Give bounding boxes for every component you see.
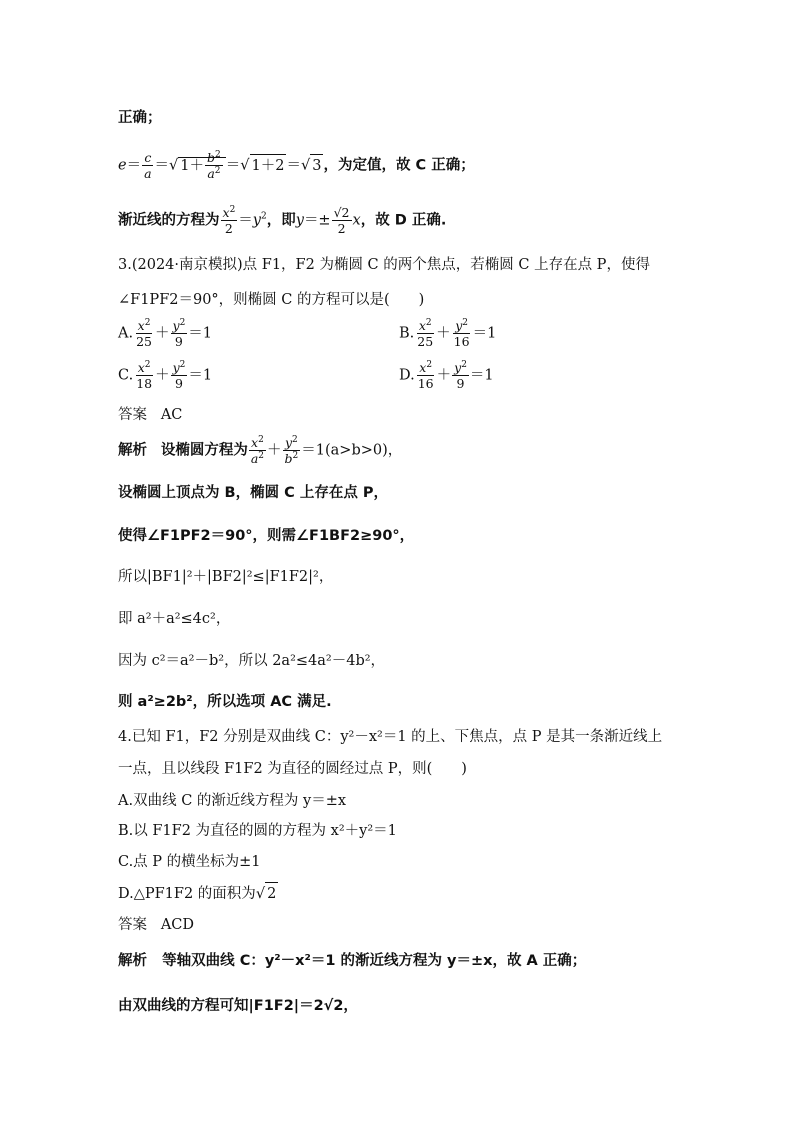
text-span: D.△PF1F2 的面积为 [118, 886, 256, 902]
answer-line [118, 404, 182, 426]
option-d: D. $\frac{x^2}{16}$ ＋ $\frac{y^2}{9}$ ＝1 [399, 359, 494, 391]
text-span: 设椭圆方程为 [160, 442, 248, 459]
analysis-label: 解析 [118, 953, 147, 969]
option-a: A.双曲线 C 的渐近线方程为 y＝±x [118, 793, 347, 809]
text-line: 正确； [118, 110, 162, 126]
asymptote-line: 渐近线的方程为 $\frac{x^2}{2}$ $=y^2$，即y＝± $\frac{√2}{2}$ x，故 D 正确. [118, 204, 447, 236]
analysis-line: 解析 设椭圆方程为 $\frac{x^2}{a^2}$ ＋ $\frac{y^2}{b^2}$ ＝1(a>b>0)， [118, 434, 403, 466]
text-line: 因为 c²＝a²－b²，所以 2a²≤4a²－4b²， [118, 653, 386, 669]
analysis-line [118, 950, 586, 972]
answer-line [118, 914, 194, 936]
option-d: D.△PF1F2 的面积为√ 2 [118, 882, 278, 905]
sqrt-expression: √ 1＋ $\frac{b^2}{a^2}$ [169, 150, 226, 181]
eccentricity-formula: e＝ $\frac{c}{a}$ ＝√ 1＋ $\frac{b^2}{a^2}$ ＝√ 1＋2 ＝√ 3 ，为定值，故 C 正确； [118, 149, 475, 181]
option-a: A. $\frac{x^2}{25}$ ＋ $\frac{y^2}{9}$ ＝1 [118, 317, 213, 349]
text-line: 即 a²＋a²≤4c²， [118, 611, 231, 627]
text-line: 则 a²≥2b²，所以选项 AC 满足. [118, 694, 332, 710]
answer-label: 答案 [118, 917, 147, 933]
question-3-line-2: ∠F1PF2＝90°，则椭圆 C 的方程可以是( ) [118, 292, 425, 308]
text-span: ，故 D 正确. [360, 212, 447, 229]
text-span: ＝1(a>b>0)， [301, 442, 403, 459]
question-3-line-1: 3.(2024·南京模拟)点 F1，F2 为椭圆 C 的两个焦点，若椭圆 C 上存在点 P，使得 [118, 257, 650, 273]
option-c: C.点 P 的横坐标为±1 [118, 854, 261, 870]
text-span: 等轴双曲线 C：y²－x²＝1 的渐近线方程为 y＝±x，故 A 正确； [162, 953, 587, 969]
text-line: 设椭圆上顶点为 B，椭圆 C 上存在点 P， [118, 485, 389, 501]
option-c: C. $\frac{x^2}{18}$ ＋ $\frac{y^2}{9}$ ＝1 [118, 359, 213, 391]
question-4-line-1: 4.已知 F1，F2 分别是双曲线 C：y²－x²＝1 的上、下焦点，点 P 是其一条渐近线上 [118, 729, 663, 745]
text-line: 所以|BF1|²＋|BF2|²≤|F1F2|²， [118, 569, 334, 585]
answer-value: AC [160, 407, 183, 423]
formula-text: ，为定值，故 C 正确； [323, 157, 475, 174]
option-b: B. $\frac{x^2}{25}$ ＋ $\frac{y^2}{16}$ ＝1 [399, 317, 497, 349]
text-line: 使得∠F1PF2＝90°，则需∠F1BF2≥90°， [118, 528, 415, 544]
question-4-line-2: 一点，且以线段 F1F2 为直径的圆经过点 P，则( ) [118, 761, 467, 777]
fraction: $\frac{c}{a}$ [144, 150, 152, 181]
text-span: 渐近线的方程为 [118, 212, 220, 229]
analysis-label: 解析 [118, 442, 147, 459]
option-b: B.以 F1F2 为直径的圆的方程为 x²＋y²＝1 [118, 823, 397, 839]
answer-value: ACD [160, 917, 195, 933]
answer-label: 答案 [118, 407, 147, 423]
text-line: 由双曲线的方程可知|F1F2|＝2√2， [118, 998, 358, 1014]
text-span: ，即 [266, 212, 296, 229]
